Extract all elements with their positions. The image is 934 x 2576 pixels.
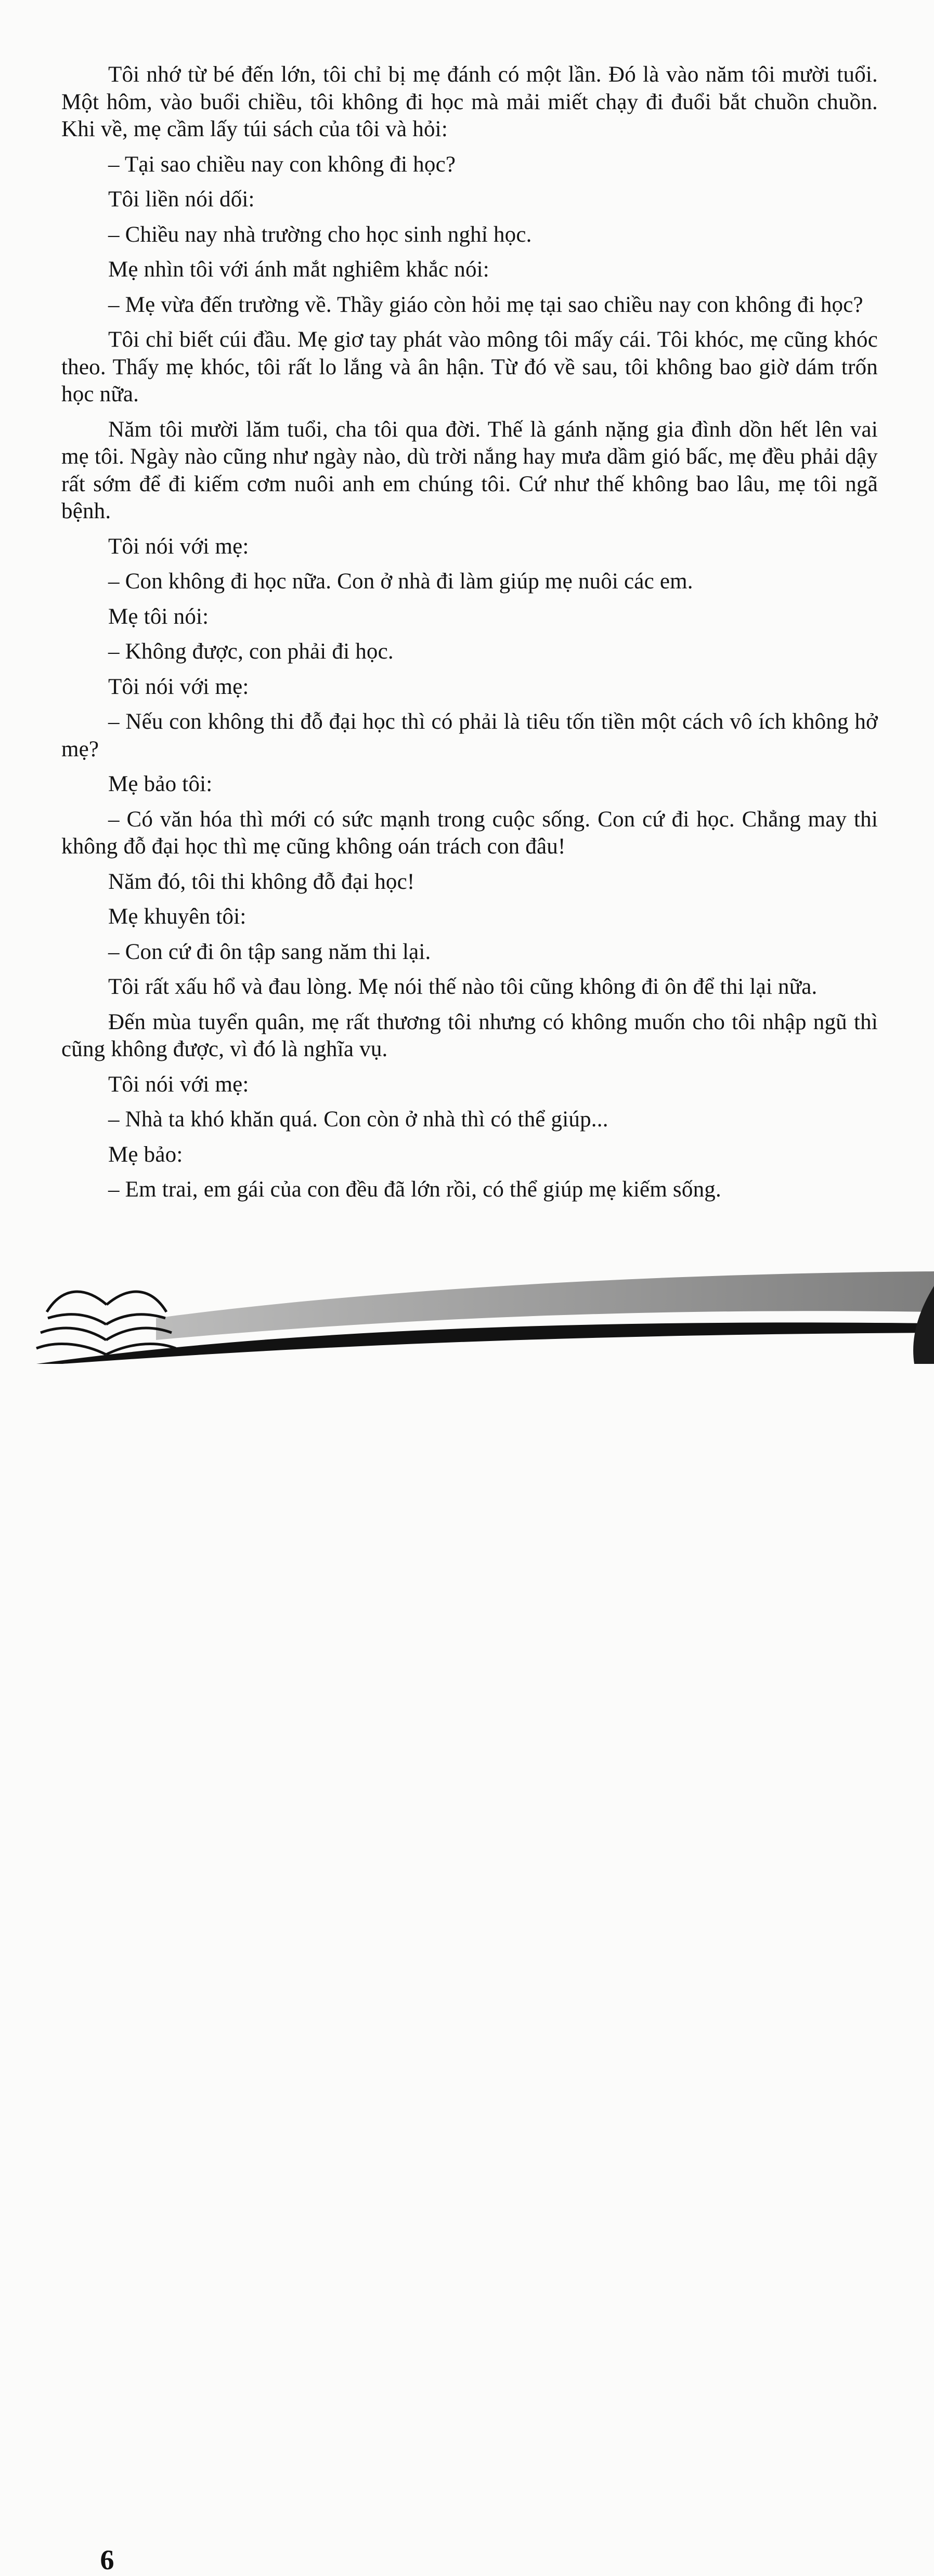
body-text [61, 61, 878, 1204]
paragraph: – Tại sao chiều nay con không đi học? [108, 152, 456, 177]
paragraph: Đến mùa tuyển quân, mẹ rất thương tôi nhưng có không muốn cho tôi nhập ngũ thì cũng không được, vì đó là nghĩa vụ. [61, 1009, 878, 1061]
paragraph: Tôi liền nói dối: [108, 187, 255, 212]
paragraph: Tôi nói với mẹ: [108, 674, 249, 699]
paragraph: – Không được, con phải đi học. [108, 639, 394, 664]
paragraph: Mẹ bảo: [108, 1142, 183, 1167]
paragraph: Mẹ bảo tôi: [108, 772, 213, 796]
paragraph: – Có văn hóa thì mới có sức mạnh trong cuộc sống. Con cứ đi học. Chẳng may thi không đỗ đại học thì mẹ cũng không oán trách con đâu! [61, 807, 878, 859]
paragraph: – Nếu con không thi đỗ đại học thì có phải là tiêu tốn tiền một cách vô ích không hở mẹ? [61, 709, 878, 761]
paragraph: – Mẹ vừa đến trường về. Thầy giáo còn hỏi mẹ tại sao chiều nay con không đi học? [108, 292, 863, 317]
paragraph: Mẹ tôi nói: [108, 604, 209, 629]
page-footer [0, 1268, 934, 2575]
footer-decoration [0, 1268, 934, 1364]
paragraph: Tôi nhớ từ bé đến lớn, tôi chỉ bị mẹ đánh có một lần. Đó là vào năm tôi mười tuổi. Một hôm, vào buổi chiều, tôi không đi học mà mải miết chạy đi đuổi bắt chuồn chuồn. Khi về, mẹ cầm lấy túi sách của tôi và hỏi: [61, 62, 878, 141]
open-book-icon [36, 1292, 176, 1355]
paragraph: Tôi rất xấu hổ và đau lòng. Mẹ nói thế nào tôi cũng không đi ôn để thi lại nữa. [108, 975, 818, 999]
page-number: 6 [100, 2544, 114, 2575]
paragraph: Mẹ nhìn tôi với ánh mắt nghiêm khắc nói: [108, 257, 489, 282]
paragraph: – Con không đi học nữa. Con ở nhà đi làm giúp mẹ nuôi các em. [108, 569, 693, 594]
paragraph: Năm đó, tôi thi không đỗ đại học! [108, 869, 415, 894]
paragraph: Tôi nói với mẹ: [108, 1072, 249, 1097]
paragraph: – Em trai, em gái của con đều đã lớn rồi, có thể giúp mẹ kiếm sống. [108, 1177, 721, 1202]
paragraph: Năm tôi mười lăm tuổi, cha tôi qua đời. Thế là gánh nặng gia đình dồn hết lên vai mẹ tôi. Ngày nào cũng như ngày nào, dù trời nắng hay mưa dầm gió bấc, mẹ đều phải dậy rất sớm để đi kiếm cơm nuôi anh em chúng tôi. Cứ như thế không bao lâu, mẹ tôi ngã bệnh. [61, 417, 878, 523]
paragraph: Tôi nói với mẹ: [108, 534, 249, 559]
paragraph: – Con cứ đi ôn tập sang năm thi lại. [108, 939, 431, 964]
paragraph: – Nhà ta khó khăn quá. Con còn ở nhà thì có thể giúp... [108, 1107, 608, 1132]
paragraph: Tôi chỉ biết cúi đầu. Mẹ giơ tay phát vào mông tôi mấy cái. Tôi khóc, mẹ cũng khóc theo. Thấy mẹ khóc, tôi rất lo lắng và ân hận. Từ đó về sau, tôi không bao giờ dám trốn học nữa. [61, 327, 878, 406]
paragraph: Mẹ khuyên tôi: [108, 904, 247, 929]
paragraph: – Chiều nay nhà trường cho học sinh nghỉ học. [108, 222, 532, 247]
